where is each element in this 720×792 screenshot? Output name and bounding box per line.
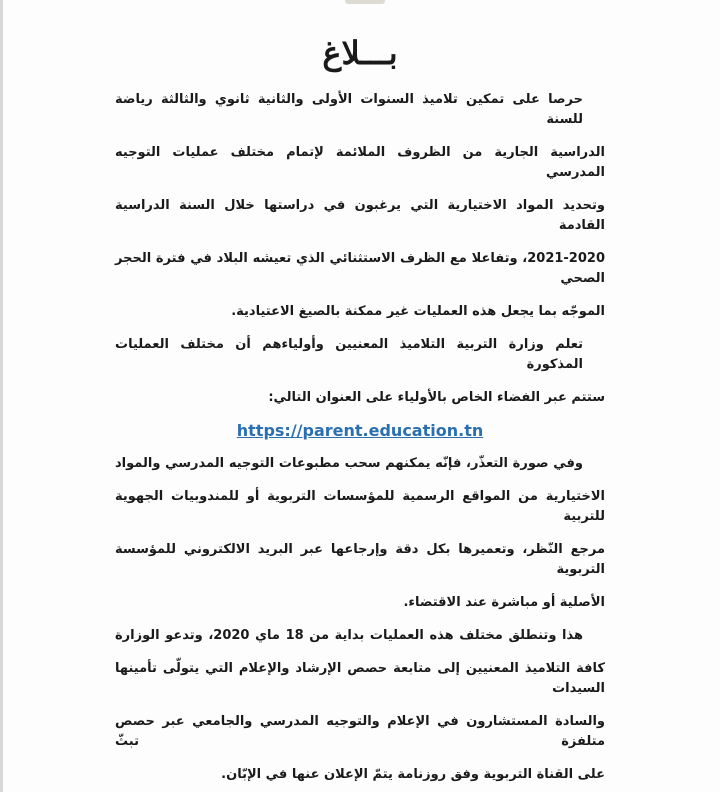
- document-body: [115, 84, 605, 792]
- paragraph-1-line-2: الدراسية الجارية من الظروف الملائمة لإتمام مختلف عمليات التوجيه المدرسي: [115, 145, 605, 180]
- paragraph-4-line-4: على القناة التربوية وفق روزنامة يتمّ الإعلان عنها في الإبّان.: [221, 767, 605, 782]
- header-fragment: [345, 0, 385, 4]
- paragraph-1-line-3: وتحديد المواد الاختيارية التي يرغبون في دراستها خلال السنة الدراسية القادمة: [115, 198, 605, 233]
- page-edge: [0, 0, 3, 792]
- paragraph-1-line-4: 2021-2020، وتفاعلا مع الظرف الاستثنائي الذي تعيشه البلاد في فترة الحجر الصحي: [115, 251, 605, 286]
- paragraph-3-line-2: الاختيارية من المواقع الرسمية للمؤسسات التربوية أو للمندوبيات الجهوية للتربية: [115, 489, 605, 524]
- paragraph-3-line-4: الأصلية أو مباشرة عند الاقتضاء.: [403, 595, 605, 610]
- paragraph-2-line-2: ستتم عبر الفضاء الخاص بالأولياء على العنوان التالي:: [268, 390, 605, 405]
- paragraph-1-line-1: حرصا على تمكين تلاميذ السنوات الأولى والثانية ثانوي والثالثة رياضة للسنة: [115, 92, 583, 127]
- paragraph-4-line-1: هذا وتنطلق مختلف هذه العمليات بداية من 18 ماي 2020، وتدعو الوزارة: [115, 628, 584, 643]
- parent-portal-link[interactable]: https://parent.education.tn: [236, 421, 484, 440]
- paragraph-4-line-3: والسادة المستشارون في الإعلام والتوجيه المدرسي والجامعي عبر حصص متلفزة تبثّ: [115, 714, 605, 749]
- paragraph-4-line-2: كافة التلاميذ المعنيين إلى متابعة حصص الإرشاد والإعلام التي يتولّى تأمينها السيدات: [115, 661, 605, 696]
- paragraph-3-line-1: وفي صورة التعذّر، فإنّه يمكنهم سحب مطبوعات التوجيه المدرسي والمواد: [115, 456, 583, 471]
- paragraph-2-line-1: تعلم وزارة التربية التلاميذ المعنيين وأولياءهم أن مختلف العمليات المذكورة: [115, 337, 583, 372]
- paragraph-1-line-5: الموجّه بما يجعل هذه العمليات غير ممكنة بالصيغ الاعتيادية.: [231, 304, 605, 319]
- paragraph-3-line-3: مرجع النّظر، وتعميرها بكل دقة وإرجاعها عبر البريد الالكتروني للمؤسسة التربوية: [115, 542, 605, 577]
- document-title: بـــلاغ: [322, 34, 398, 72]
